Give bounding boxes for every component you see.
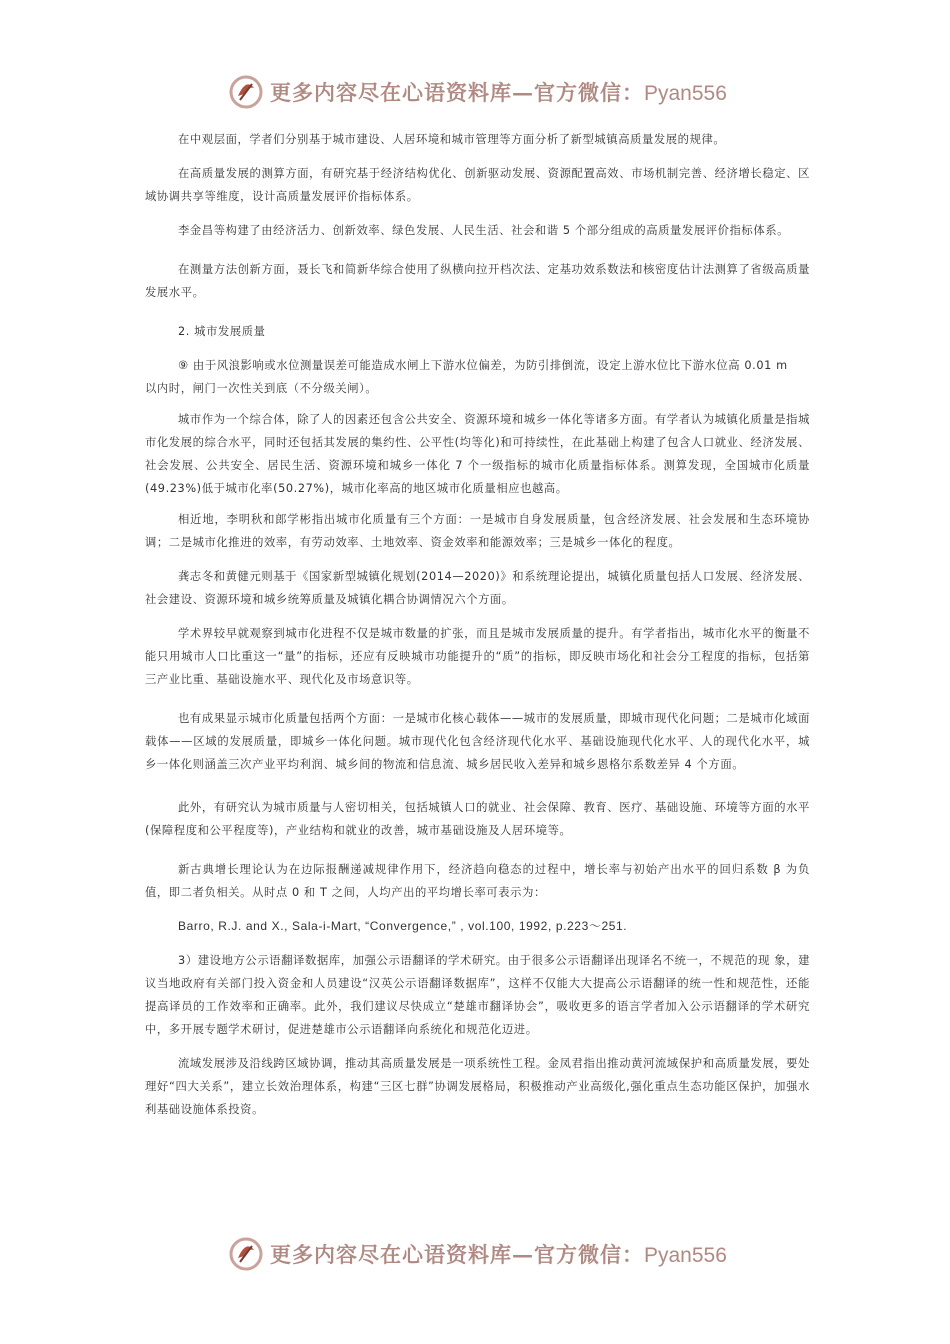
- paragraph-11: 新古典增长理论认为在边际报酬递减规律作用下，经济趋向稳态的过程中，增长率与初始产出水平的回归系数 β 为负值，即二者负相关。从时点 0 和 T 之间，人均产出的平均增长率可表示为：: [145, 863, 810, 899]
- paragraph-5: 城市作为一个综合体，除了人的因素还包含公共安全、资源环境和城乡一体化等诸多方面。有学者认为城镇化质量是指城市化发展的综合水平，同时还包括其发展的集约性、公平性(均等化)和可持续性，在此基础上构建了包含人口就业、经济发展、社会发展、公共安全、居民生活、资源环境和城乡一体化 7 个一级指标的城市化质量指标体系。测算发现，全国城市化质量(49.23%)低于城市化率(50.27%)，城市化率高的地区城市化质量相应也越高。: [145, 413, 810, 495]
- wechat-id: Pyan556: [644, 82, 727, 105]
- paragraph-10: 此外，有研究认为城市质量与人密切相关，包括城镇人口的就业、社会保障、教育、医疗、基础设施、环境等方面的水平(保障程度和公平程度等)，产业结构和就业的改善，城市基础设施及人居环境等。: [145, 801, 810, 837]
- document-body: [145, 128, 810, 1121]
- paragraph-7: 龚志冬和黄健元则基于《国家新型城镇化规划(2014—2020)》和系统理论提出，城镇化质量包括人口发展、经济发展、社会建设、资源环境和城乡统筹质量及城镇化耦合协调情况六个方面。: [145, 570, 810, 606]
- paragraph-12: 3）建设地方公示语翻译数据库，加强公示语翻译的学术研究。由于很多公示语翻译出现译名不统一，不规范的现 象，建议当地政府有关部门投入资金和人员建设“汉英公示语翻译数据库”，这样不仅能大大提高公示语翻译的统一性和规范性，还能提高译员的工作效率和正确率。此外，我们建议尽快成立“楚雄市翻译协会”，吸收更多的语言学者加入公示语翻译的学术研究中，多开展专题学术研讨，促进楚雄市公示语翻译向系统化和规范化迈进。: [145, 954, 810, 1036]
- section-heading: 2. 城市发展质量: [178, 325, 266, 338]
- brand-logo-icon: [228, 74, 264, 110]
- brand-logo-icon: [228, 1236, 264, 1272]
- paragraph-13: 流域发展涉及沿线跨区域协调，推动其高质量发展是一项系统性工程。金凤君指出推动黄河流域保护和高质量发展，要处理好“四大关系”，建立长效治理体系，构建“三区七群”协调发展格局，积极推动产业高级化,强化重点生态功能区保护，加强水利基础设施体系投资。: [145, 1057, 810, 1116]
- paragraph-9: 也有成果显示城市化质量包括两个方面：一是城市化核心载体——城市的发展质量，即城市现代化问题；二是城市化域面载体——区域的发展质量，即城乡一体化问题。城市现代化包含经济现代化水平、基础设施现代化水平、人的现代化水平，城乡一体化则涵盖三次产业平均利润、城乡间的物流和信息流、城乡居民收入差异和城乡恩格尔系数差异 4 个方面。: [145, 712, 810, 771]
- watermark-banner-bottom: [228, 1234, 728, 1274]
- paragraph-4: 在测量方法创新方面，聂长飞和简新华综合使用了纵横向拉开档次法、定基功效系数法和核密度估计法测算了省级高质量发展水平。: [145, 263, 810, 299]
- watermark-banner-top: [228, 72, 728, 112]
- footnote-9: ⑨ 由于风浪影响或水位测量误差可能造成水闸上下游水位偏差，为防引排倒流，设定上游水位比下游水位高 0.01 m: [178, 359, 788, 372]
- footnote-9-continued: 以内时，闸门一次性关到底（不分级关闸）。: [145, 382, 378, 395]
- watermark-text: 更多内容尽在心语资料库—官方微信：Pyan556: [270, 80, 727, 105]
- watermark-text: 更多内容尽在心语资料库—官方微信：Pyan556: [270, 1242, 727, 1267]
- paragraph-6: 相近地，李明秋和郎学彬指出城市化质量有三个方面：一是城市自身发展质量，包含经济发展、社会发展和生态环境协调；二是城市化推进的效率，有劳动效率、土地效率、资金效率和能源效率；三是城乡一体化的程度。: [145, 513, 810, 549]
- wechat-id: Pyan556: [644, 1244, 727, 1267]
- paragraph-3: 李金昌等构建了由经济活力、创新效率、绿色发展、人民生活、社会和谐 5 个部分组成的高质量发展评价指标体系。: [178, 224, 790, 237]
- paragraph-8: 学术界较早就观察到城市化进程不仅是城市数量的扩张，而且是城市发展质量的提升。有学者指出，城市化水平的衡量不能只用城市人口比重这一“量”的指标，还应有反映城市功能提升的“质”的指标，即反映市场化和社会分工程度的指标，包括第三产业比重、基础设施水平、现代化及市场意识等。: [145, 627, 810, 686]
- paragraph-1: 在中观层面，学者们分别基于城市建设、人居环境和城市管理等方面分析了新型城镇高质量发展的规律。: [178, 133, 726, 146]
- paragraph-2: 在高质量发展的测算方面，有研究基于经济结构优化、创新驱动发展、资源配置高效、市场机制完善、经济增长稳定、区域协调共享等维度，设计高质量发展评价指标体系。: [145, 167, 810, 203]
- citation: Barro, R.J. and X., Sala-i-Mart, “Convergence,” , vol.100, 1992, p.223～251.: [178, 919, 628, 933]
